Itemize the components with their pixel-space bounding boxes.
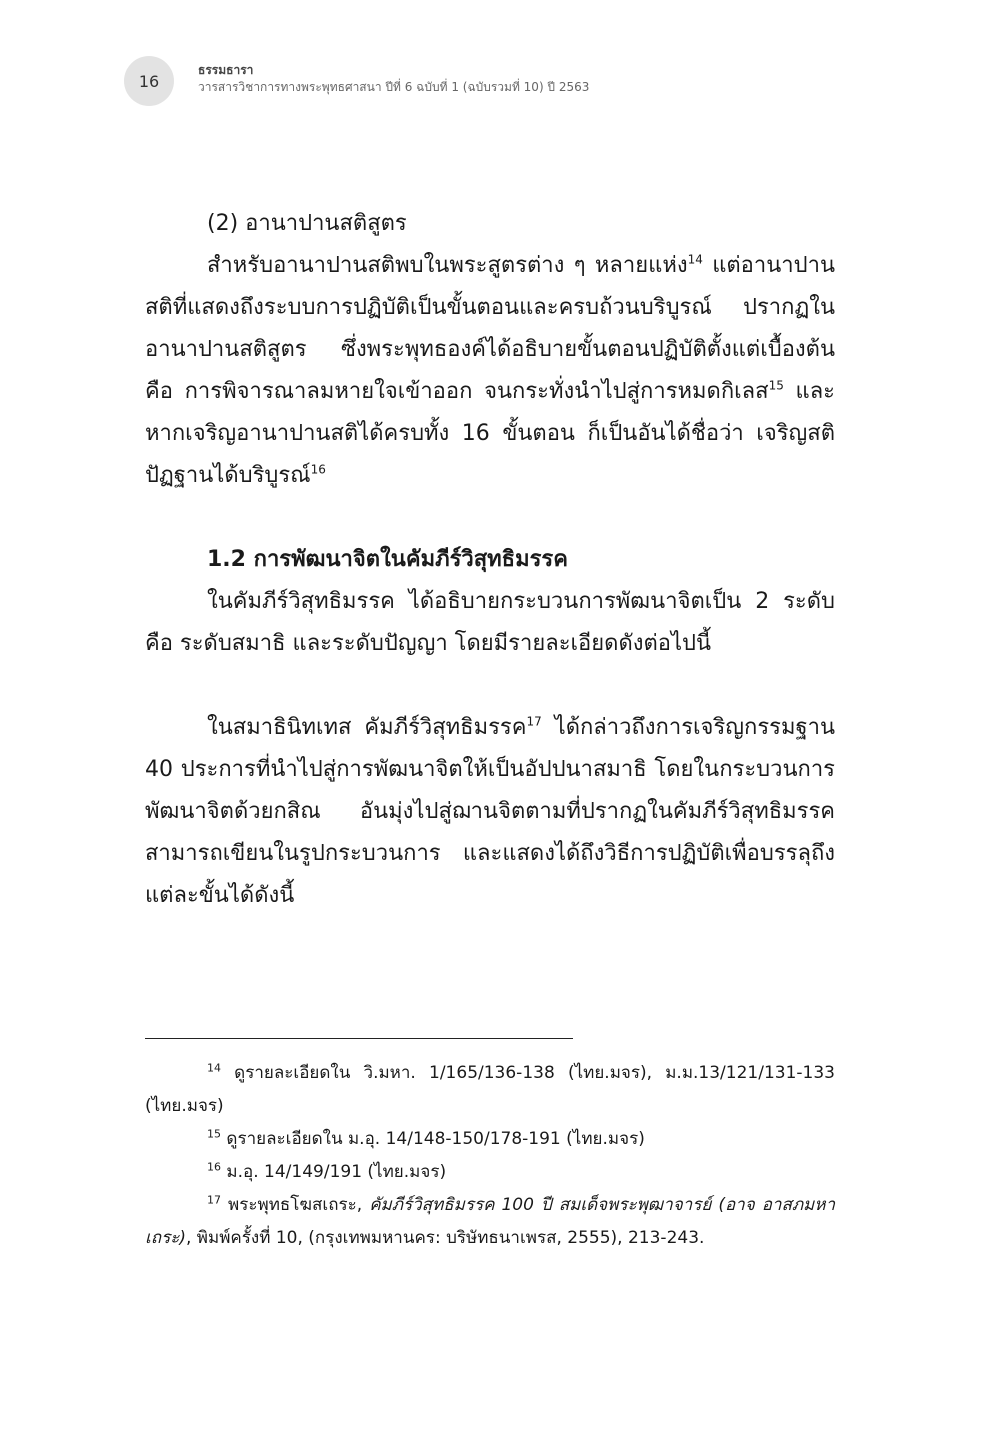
section-1-2-paragraph: ในคัมภีร์วิสุทธิมรรค ได้อธิบายกระบวนการพัฒนาจิตเป็น 2 ระดับ คือ ระดับสมาธิ และระดับปัญญา โดยมีรายละเอียดดังต่อไปนี้ (145, 589, 835, 656)
journal-info (198, 62, 589, 96)
journal-name: ธรรมธารา (198, 63, 254, 77)
spacer (145, 497, 835, 539)
samadhi-paragraph (145, 707, 835, 917)
footnote-17-publication: , พิมพ์ครั้งที่ 10, (กรุงเทพมหานคร: บริษัทธนาเพรส, 2555), 213-243. (186, 1228, 705, 1248)
footnote-17-author: พระพุทธโฆสเถระ, (221, 1195, 370, 1215)
footnote-ref-14: 14 (687, 252, 703, 267)
section-2-paragraph (145, 245, 835, 497)
section-1-2-heading: 1.2 การพัฒนาจิตในคัมภีร์วิสุทธิมรรค (207, 547, 568, 572)
footnote-ref-15: 15 (768, 378, 784, 393)
samadhi-text-a: ในสมาธินิทเทส คัมภีร์วิสุทธิมรรค (207, 715, 527, 740)
main-content (145, 203, 835, 917)
footnote-16-number: 16 (207, 1160, 221, 1174)
section-2-text-a: สำหรับอานาปานสติพบในพระสูตรต่าง ๆ หลายแห่ง (207, 253, 688, 278)
footnote-15-number: 15 (207, 1127, 221, 1141)
footnote-14 (145, 1057, 835, 1123)
samadhi-text-b: ได้กล่าวถึงการเจริญกรรมฐาน 40 ประการที่นำไปสู่การพัฒนาจิตให้เป็นอัปปนาสมาธิ โดยในกระบวนการพัฒนาจิตด้วยกสิณ อันมุ่งไปสู่ฌานจิตตามที่ปรากฏในคัมภีร์วิสุทธิมรรค สามารถเขียนในรูปกระบวนการ และแสดงได้ถึงวิธีการปฏิบัติเพื่อบรรลุถึงแต่ละขั้นได้ดังนี้ (145, 715, 835, 908)
footnote-16-text: ม.อุ. 14/149/191 (ไทย.มจร) (221, 1162, 447, 1182)
page-number-badge (124, 56, 174, 106)
footnote-ref-16: 16 (310, 462, 326, 477)
footnote-16 (145, 1156, 835, 1189)
footnote-14-number: 14 (207, 1061, 221, 1075)
footnote-15-text: ดูรายละเอียดใน ม.อุ. 14/148-150/178-191 (ไทย.มจร) (221, 1129, 645, 1149)
footnote-17-number: 17 (207, 1193, 221, 1207)
footnote-17-book-title: คัมภีร์วิสุทธิมรรค 100 ปี สมเด็จพระพุฒาจารย์ (อาจ อาสภมหาเถระ) (145, 1195, 835, 1248)
footnote-ref-17: 17 (526, 714, 542, 729)
footnote-divider (145, 1038, 573, 1039)
journal-subtitle: วารสารวิชาการทางพระพุทธศาสนา ปีที่ 6 ฉบับที่ 1 (ฉบับรวมที่ 10) ปี 2563 (198, 80, 590, 94)
footnote-17 (145, 1189, 835, 1255)
page-number: 16 (138, 71, 160, 91)
footnotes (145, 1038, 835, 1255)
footnote-14-text: ดูรายละเอียดใน วิ.มหา. 1/165/136-138 (ไทย.มจร), ม.ม.13/121/131-133 (ไทย.มจร) (145, 1063, 835, 1116)
spacer (145, 665, 835, 707)
section-2-text-c: และหากเจริญอานาปานสติได้ครบทั้ง 16 ขั้นตอน ก็เป็นอันได้ชื่อว่า เจริญสติปัฏฐานได้บริบูรณ์ (145, 379, 835, 488)
footnote-15 (145, 1123, 835, 1156)
section-2-text-b: แต่อานาปานสติที่แสดงถึงระบบการปฏิบัติเป็นขั้นตอนและครบถ้วนบริบูรณ์ ปรากฏในอานาปานสติสูตร ซึ่งพระพุทธองค์ได้อธิบายขั้นตอนปฏิบัติตั้งแต่เบื้องต้น คือ การพิจารณาลมหายใจเข้าออก จนกระทั่งนำไปสู่การหมดกิเลส (145, 253, 835, 404)
section-2-heading: (2) อานาปานสติสูตร (207, 211, 407, 236)
